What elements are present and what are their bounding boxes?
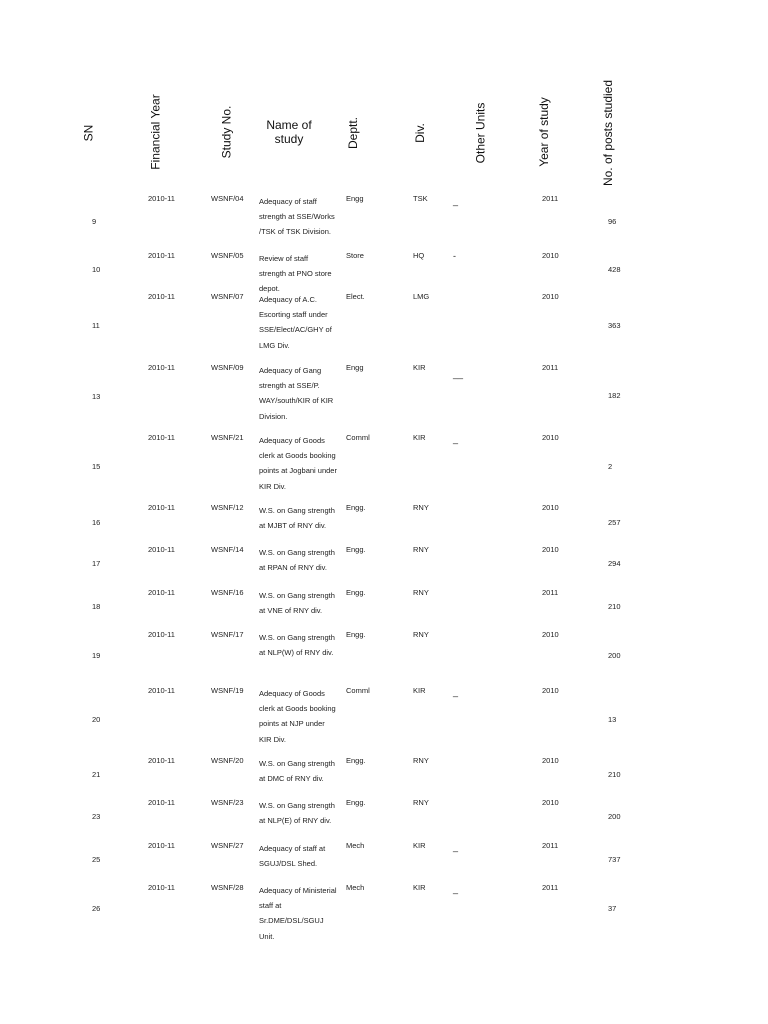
div-cell: LMG	[413, 292, 430, 301]
other-units-cell: _	[453, 884, 459, 894]
div-cell: RNY	[413, 588, 429, 597]
year-of-study-cell: 2011	[542, 194, 559, 203]
financial-year-cell: 2010-11	[148, 292, 175, 301]
study-name-cell: W.S. on Gang strength at NLP(E) of RNY div.	[259, 801, 335, 826]
div-cell: RNY	[413, 798, 429, 807]
year-of-study-cell: 2011	[542, 841, 559, 850]
other-units-cell: _	[453, 842, 459, 852]
deptt-cell: Engg.	[346, 798, 366, 807]
financial-year-cell: 2010-11	[148, 194, 175, 203]
study-name-cell: Review of staff strength at PNO store depot.	[259, 254, 332, 294]
posts-studied-cell: 200	[608, 812, 621, 821]
financial-year-cell: 2010-11	[148, 883, 175, 892]
sn-cell: 19	[92, 651, 101, 660]
div-cell: RNY	[413, 630, 429, 639]
financial-year-cell: 2010-11	[148, 756, 175, 765]
posts-studied-cell: 96	[608, 217, 617, 226]
year-of-study-cell: 2011	[542, 588, 559, 597]
year-of-study-cell: 2010	[542, 630, 559, 639]
sn-cell: 11	[92, 321, 100, 330]
study-name-cell: Adequacy of Gang strength at SSE/P. WAY/south/KIR of KIR Division.	[259, 366, 334, 421]
other-units-cell: _	[453, 196, 459, 206]
financial-year-cell: 2010-11	[148, 841, 175, 850]
study-name-cell: Adequacy of A.C. Escorting staff under SSE/Elect/AC/GHY of LMG Div.	[259, 295, 332, 350]
year-of-study-cell: 2010	[542, 292, 559, 301]
other-units-cell: __	[453, 369, 464, 379]
sn-cell: 18	[92, 602, 101, 611]
posts-studied-cell: 210	[608, 770, 621, 779]
sn-cell: 23	[92, 812, 101, 821]
study-name-cell: Adequacy of staff at SGUJ/DSL Shed.	[259, 844, 326, 869]
header-sn: SN	[81, 124, 96, 142]
posts-studied-cell: 294	[608, 559, 621, 568]
sn-cell: 16	[92, 518, 101, 527]
year-of-study-cell: 2010	[542, 503, 559, 512]
deptt-cell: Mech	[346, 841, 365, 850]
deptt-cell: Store	[346, 251, 364, 260]
deptt-cell: Engg	[346, 194, 364, 203]
div-cell: RNY	[413, 503, 429, 512]
deptt-cell: Comml	[346, 433, 370, 442]
study-name-cell: Adequacy of Goods clerk at Goods booking points at NJP under KIR Div.	[259, 689, 336, 744]
sn-cell: 21	[92, 770, 101, 779]
sn-cell: 13	[92, 392, 101, 401]
study-no-cell: WSNF/20	[211, 756, 244, 765]
study-name-cell: W.S. on Gang strength at RPAN of RNY div.	[259, 548, 335, 573]
header-study-no: Study No.	[219, 105, 234, 159]
study-no-cell: WSNF/17	[211, 630, 244, 639]
other-units-cell: _	[453, 434, 459, 444]
financial-year-cell: 2010-11	[148, 503, 175, 512]
year-of-study-cell: 2010	[542, 251, 559, 260]
financial-year-cell: 2010-11	[148, 433, 175, 442]
study-name-cell: Adequacy of Goods clerk at Goods booking points at Jogbani under KIR Div.	[259, 436, 337, 491]
header-name-of-study: Name of study	[266, 118, 312, 146]
posts-studied-cell: 428	[608, 265, 621, 274]
study-name-cell: W.S. on Gang strength at VNE of RNY div.	[259, 591, 335, 616]
header-div: Div.	[412, 123, 427, 143]
year-of-study-cell: 2010	[542, 433, 559, 442]
study-name-cell: Adequacy of staff strength at SSE/Works /TSK of TSK Division.	[259, 197, 335, 237]
study-no-cell: WSNF/12	[211, 503, 244, 512]
deptt-cell: Engg	[346, 363, 364, 372]
study-name-cell: Adequacy of Ministerial staff at Sr.DME/DSL/SGUJ Unit.	[259, 886, 337, 941]
div-cell: KIR	[413, 363, 426, 372]
posts-studied-cell: 257	[608, 518, 621, 527]
year-of-study-cell: 2010	[542, 798, 559, 807]
year-of-study-cell: 2010	[542, 756, 559, 765]
year-of-study-cell: 2010	[542, 686, 559, 695]
header-posts-studied: No. of posts studied	[601, 79, 616, 187]
div-cell: RNY	[413, 545, 429, 554]
header-financial-year: Financial Year	[148, 94, 163, 170]
study-name-cell: W.S. on Gang strength at MJBT of RNY div.	[259, 506, 335, 531]
deptt-cell: Engg.	[346, 545, 366, 554]
deptt-cell: Engg.	[346, 630, 366, 639]
deptt-cell: Engg.	[346, 503, 366, 512]
study-no-cell: WSNF/09	[211, 363, 244, 372]
header-deptt: Deptt.	[346, 116, 361, 150]
header-year-of-study: Year of study	[536, 97, 551, 167]
study-no-cell: WSNF/19	[211, 686, 244, 695]
year-of-study-cell: 2011	[542, 883, 559, 892]
div-cell: KIR	[413, 433, 426, 442]
study-name-cell: W.S. on Gang strength at DMC of RNY div.	[259, 759, 335, 784]
div-cell: KIR	[413, 883, 426, 892]
financial-year-cell: 2010-11	[148, 630, 175, 639]
financial-year-cell: 2010-11	[148, 363, 175, 372]
financial-year-cell: 2010-11	[148, 798, 175, 807]
other-units-cell: _	[453, 687, 459, 697]
posts-studied-cell: 182	[608, 391, 621, 400]
financial-year-cell: 2010-11	[148, 686, 175, 695]
sn-cell: 26	[92, 904, 101, 913]
posts-studied-cell: 363	[608, 321, 621, 330]
header-other-units: Other Units	[473, 102, 488, 164]
sn-cell: 25	[92, 855, 101, 864]
div-cell: KIR	[413, 841, 426, 850]
div-cell: KIR	[413, 686, 426, 695]
posts-studied-cell: 2	[608, 462, 613, 471]
sn-cell: 15	[92, 462, 101, 471]
posts-studied-cell: 200	[608, 651, 621, 660]
sn-cell: 10	[92, 265, 101, 274]
financial-year-cell: 2010-11	[148, 545, 175, 554]
study-no-cell: WSNF/16	[211, 588, 244, 597]
study-no-cell: WSNF/05	[211, 251, 244, 260]
study-no-cell: WSNF/23	[211, 798, 244, 807]
other-units-cell: -	[453, 251, 456, 261]
posts-studied-cell: 37	[608, 904, 617, 913]
study-no-cell: WSNF/21	[211, 433, 244, 442]
deptt-cell: Comml	[346, 686, 370, 695]
study-no-cell: WSNF/07	[211, 292, 244, 301]
sn-cell: 9	[92, 217, 97, 226]
study-no-cell: WSNF/04	[211, 194, 244, 203]
deptt-cell: Elect.	[346, 292, 365, 301]
div-cell: TSK	[413, 194, 428, 203]
posts-studied-cell: 737	[608, 855, 621, 864]
deptt-cell: Engg.	[346, 756, 366, 765]
study-no-cell: WSNF/27	[211, 841, 244, 850]
posts-studied-cell: 13	[608, 715, 617, 724]
study-no-cell: WSNF/28	[211, 883, 244, 892]
financial-year-cell: 2010-11	[148, 251, 175, 260]
sn-cell: 17	[92, 559, 101, 568]
deptt-cell: Mech	[346, 883, 365, 892]
financial-year-cell: 2010-11	[148, 588, 175, 597]
posts-studied-cell: 210	[608, 602, 621, 611]
study-name-cell: W.S. on Gang strength at NLP(W) of RNY div.	[259, 633, 335, 658]
sn-cell: 20	[92, 715, 101, 724]
div-cell: RNY	[413, 756, 429, 765]
study-no-cell: WSNF/14	[211, 545, 244, 554]
year-of-study-cell: 2011	[542, 363, 559, 372]
div-cell: HQ	[413, 251, 425, 260]
deptt-cell: Engg.	[346, 588, 366, 597]
year-of-study-cell: 2010	[542, 545, 559, 554]
